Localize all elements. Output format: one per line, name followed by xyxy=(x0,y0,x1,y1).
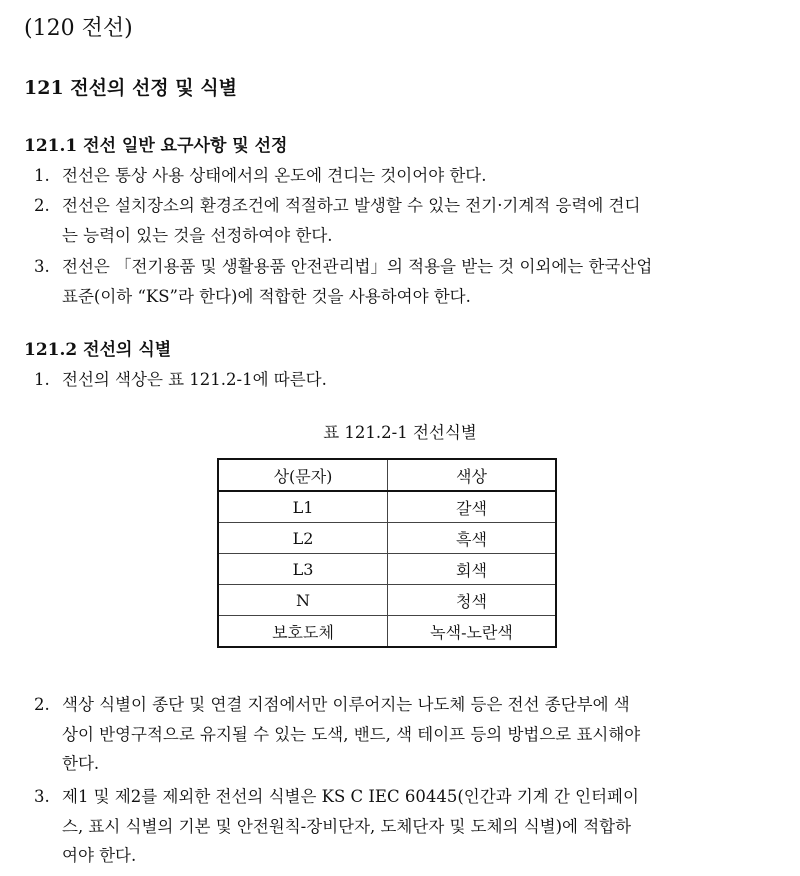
list-item-2 xyxy=(34,690,782,779)
list-text xyxy=(62,782,782,871)
phase-cell: 보호도체 xyxy=(218,616,388,648)
list-text xyxy=(62,191,782,250)
text-line: 상이 반영구적으로 유지될 수 있는 도색, 밴드, 색 테이프 등의 방법으로 표시해야 xyxy=(62,724,641,744)
phase-cell: L3 xyxy=(218,554,388,585)
list-number: 2. xyxy=(34,196,50,215)
text-line: 제1 및 제2를 제외한 전선의 식별은 KS C IEC 60445(인간과 기계 간 인터페이 xyxy=(62,787,639,806)
list-item-3 xyxy=(34,252,782,311)
table-header-row xyxy=(218,459,556,491)
list-number: 1. xyxy=(34,166,50,185)
list-text xyxy=(62,365,782,395)
color-cell: 회색 xyxy=(388,554,557,585)
list-text xyxy=(62,252,782,311)
color-cell: 청색 xyxy=(388,585,557,616)
list-item-1 xyxy=(34,365,782,395)
table-row xyxy=(218,491,556,523)
column-header-phase: 상(문자) xyxy=(218,459,388,491)
column-header-color: 색상 xyxy=(388,459,557,491)
list-item-3 xyxy=(34,782,782,871)
list-item-1 xyxy=(34,161,782,191)
section-title: 121 전선의 선정 및 식별 xyxy=(24,77,237,99)
text-line: 한다. xyxy=(62,754,100,773)
list-number: 1. xyxy=(34,370,50,389)
subsection-title-121-1: 121.1 전선 일반 요구사항 및 선정 xyxy=(24,136,288,156)
text-line: 표준(이하 “KS”라 한다)에 적합한 것을 사용하여야 한다. xyxy=(62,286,471,306)
text-line: 전선은 통상 사용 상태에서의 온도에 견디는 것이어야 한다. xyxy=(62,166,487,185)
table-row xyxy=(218,554,556,585)
phase-cell: L1 xyxy=(218,491,388,523)
phase-cell: L2 xyxy=(218,523,388,554)
color-cell: 흑색 xyxy=(388,523,557,554)
list-item-2 xyxy=(34,191,782,250)
table-row xyxy=(218,616,556,648)
subsection-title-121-2: 121.2 전선의 식별 xyxy=(24,340,172,360)
text-line: 스, 표시 식별의 기본 및 안전원칙-장비단자, 도체단자 및 도체의 식별)에 적합하 xyxy=(62,816,632,836)
wire-identification-table xyxy=(217,458,557,648)
table-row xyxy=(218,585,556,616)
text-line: 전선은 설치장소의 환경조건에 적절하고 발생할 수 있는 전기·기계적 응력에 견디 xyxy=(62,196,641,215)
color-cell: 녹색-노란색 xyxy=(388,616,557,648)
phase-cell: N xyxy=(218,585,388,616)
chapter-title: (120 전선) xyxy=(24,16,133,41)
list-text xyxy=(62,690,782,779)
list-number: 3. xyxy=(34,787,50,806)
table-row xyxy=(218,523,556,554)
table-caption: 표 121.2-1 전선식별 xyxy=(323,423,477,442)
list-text xyxy=(62,161,782,191)
text-line: 전선은 「전기용품 및 생활용품 안전관리법」의 적용을 받는 것 이외에는 한국산업 xyxy=(62,257,653,276)
list-number: 2. xyxy=(34,695,50,714)
text-line: 색상 식별이 종단 및 연결 지점에서만 이루어지는 나도체 등은 전선 종단부에 색 xyxy=(62,695,630,714)
text-line: 여야 한다. xyxy=(62,846,137,865)
list-number: 3. xyxy=(34,257,50,276)
text-line: 전선의 색상은 표 121.2-1에 따른다. xyxy=(62,370,327,389)
text-line: 는 능력이 있는 것을 선정하여야 한다. xyxy=(62,225,333,245)
color-cell: 갈색 xyxy=(388,491,557,523)
